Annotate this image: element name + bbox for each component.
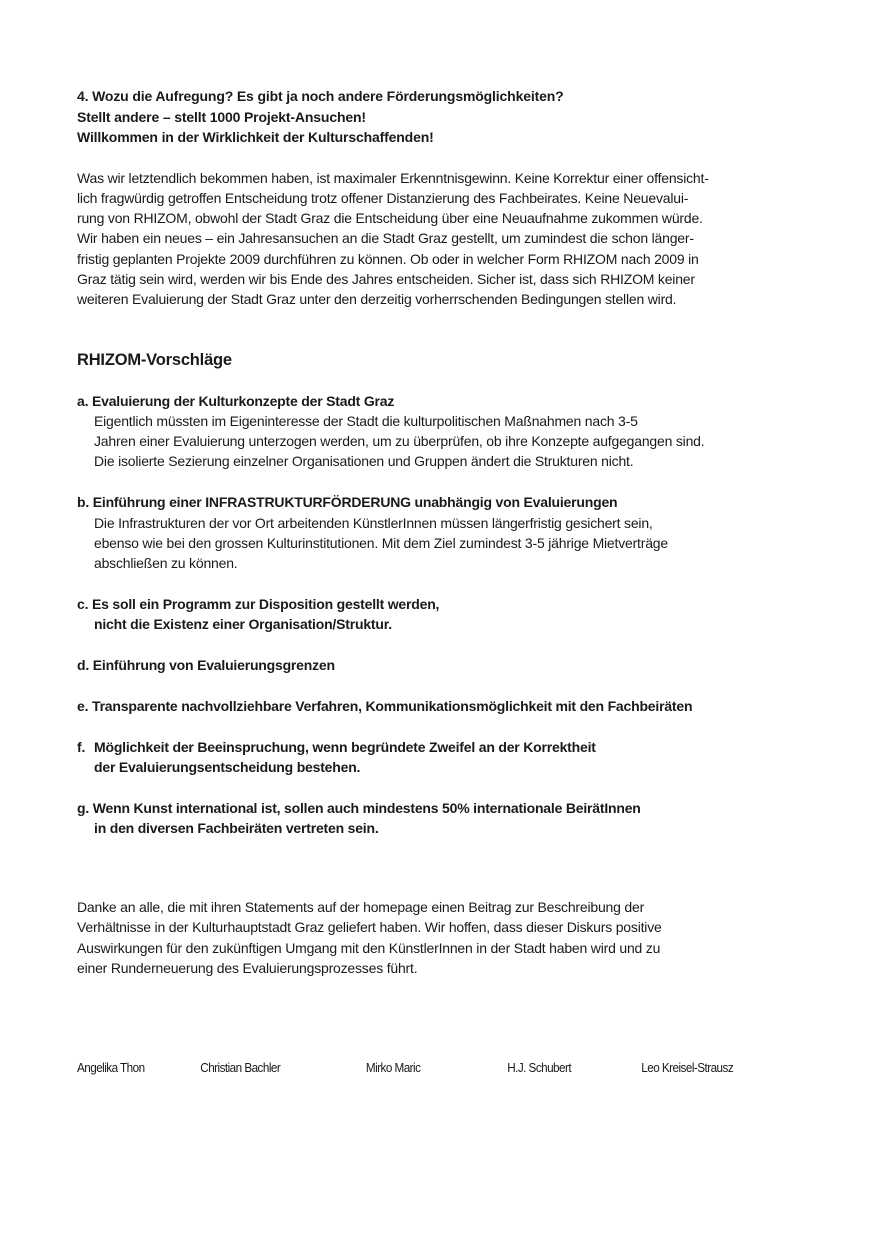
item-marker: g. <box>77 799 90 816</box>
signature-name: H.J. Schubert <box>507 1060 572 1075</box>
closing-line: Auswirkungen für den zukünftigen Umgang mit den KünstlerInnen in der Stadt haben wird und zu <box>77 939 661 956</box>
item-marker: e. <box>77 697 89 714</box>
signature-name: Angelika Thon <box>77 1060 145 1075</box>
item-title-continuation: nicht die Existenz einer Organisation/Struktur. <box>94 616 392 633</box>
proposal-item-g <box>77 798 807 839</box>
item-title: Es soll ein Programm zur Disposition gestellt werden, <box>91 595 440 612</box>
proposal-list <box>77 391 807 839</box>
closing-line: Danke an alle, die mit ihren Statements auf der homepage einen Beitrag zur Beschreibung der <box>77 899 645 915</box>
signature-name: Leo Kreisel-Strausz <box>641 1060 734 1075</box>
item-body-line: Eigentlich müssten im Eigeninteresse der Stadt die kulturpolitischen Maßnahmen nach 3-5 <box>94 412 638 429</box>
document-page <box>77 86 807 1075</box>
proposal-item-c <box>77 594 807 635</box>
item-marker: a. <box>77 392 89 409</box>
section-heading: RHIZOM-Vorschläge <box>77 350 232 369</box>
item-title: Wenn Kunst international ist, sollen auch mindestens 50% internationale BeirätInnen <box>92 799 641 816</box>
item-body-line: abschließen zu können. <box>94 555 238 572</box>
intro-line: 4. Wozu die Aufregung? Es gibt ja noch andere Förderungsmöglichkeiten? <box>77 88 564 104</box>
item-title: Einführung von Evaluierungsgrenzen <box>92 657 335 674</box>
paragraph-line: lich fragwürdig getroffen Entscheidung trotz offener Distanzierung des Fachbeirates. Keine Neuevalui- <box>77 189 689 206</box>
item-marker: f. <box>77 738 86 755</box>
signature-name: Christian Bachler <box>200 1060 281 1075</box>
proposal-item-a <box>77 391 807 472</box>
closing-line: einer Runderneuerung des Evaluierungsprozesses führt. <box>77 959 418 976</box>
paragraph-line: weiteren Evaluierung der Stadt Graz unter den derzeitig vorherrschenden Bedingungen stellen wird. <box>77 291 677 308</box>
proposal-item-f <box>77 737 807 778</box>
item-title: Transparente nachvollziehbare Verfahren, Kommunikationsmöglichkeit mit den Fachbeiräten <box>91 697 693 714</box>
item-title-continuation: der Evaluierungsentscheidung bestehen. <box>94 758 361 775</box>
proposal-item-b <box>77 492 807 573</box>
closing-paragraph <box>77 897 662 978</box>
body-paragraph <box>77 168 807 310</box>
item-title: Evaluierung der Kulturkonzepte der Stadt Graz <box>91 392 395 409</box>
intro-heading <box>77 86 807 148</box>
proposal-item-e <box>77 696 807 716</box>
item-title: Möglichkeit der Beeinspruchung, wenn begründete Zweifel an der Korrektheit <box>94 738 596 755</box>
item-body-line: ebenso wie bei den grossen Kulturinstitutionen. Mit dem Ziel zumindest 3-5 jährige Mietverträge <box>94 534 668 551</box>
item-marker: b. <box>77 494 90 511</box>
proposal-item-d <box>77 655 807 675</box>
signature-row <box>77 1060 734 1080</box>
paragraph-line: Was wir letztendlich bekommen haben, ist maximaler Erkenntnisgewinn. Keine Korrektur einer offensicht- <box>77 169 709 186</box>
item-marker: d. <box>77 657 90 674</box>
paragraph-line: rung von RHIZOM, obwohl der Stadt Graz die Entscheidung über eine Neuaufnahme zukommen würde. <box>77 210 703 227</box>
paragraph-line: Wir haben ein neues – ein Jahresansuchen an die Stadt Graz gestellt, um zumindest die schon länger- <box>77 230 694 247</box>
item-body-line: Die isolierte Sezierung einzelner Organisationen und Gruppen ändert die Strukturen nicht. <box>94 453 634 470</box>
paragraph-line: Graz tätig sein wird, werden wir bis Ende des Jahres entscheiden. Sicher ist, dass sich RHIZOM keiner <box>77 270 695 287</box>
closing-line: Verhältnisse in der Kulturhauptstadt Graz geliefert haben. Wir hoffen, dass dieser Diskurs positive <box>77 919 662 936</box>
item-body-line: Die Infrastrukturen der vor Ort arbeitenden KünstlerInnen müssen längerfristig gesichert sein, <box>94 514 653 531</box>
signature-name: Mirko Maric <box>365 1060 421 1075</box>
item-marker: c. <box>77 595 89 612</box>
intro-line: Willkommen in der Wirklichkeit der Kulturschaffenden! <box>77 129 434 145</box>
intro-line: Stellt andere – stellt 1000 Projekt-Ansuchen! <box>77 108 366 125</box>
item-title: Einführung einer INFRASTRUKTURFÖRDERUNG unabhängig von Evaluierungen <box>92 494 618 511</box>
paragraph-line: fristig geplanten Projekte 2009 durchführen zu können. Ob oder in welcher Form RHIZOM nach 2009 in <box>77 250 699 267</box>
item-body-line: Jahren einer Evaluierung unterzogen werden, um zu überprüfen, ob ihre Konzepte aufgegangen sind. <box>94 433 705 450</box>
item-title-continuation: in den diversen Fachbeiräten vertreten sein. <box>94 820 379 837</box>
